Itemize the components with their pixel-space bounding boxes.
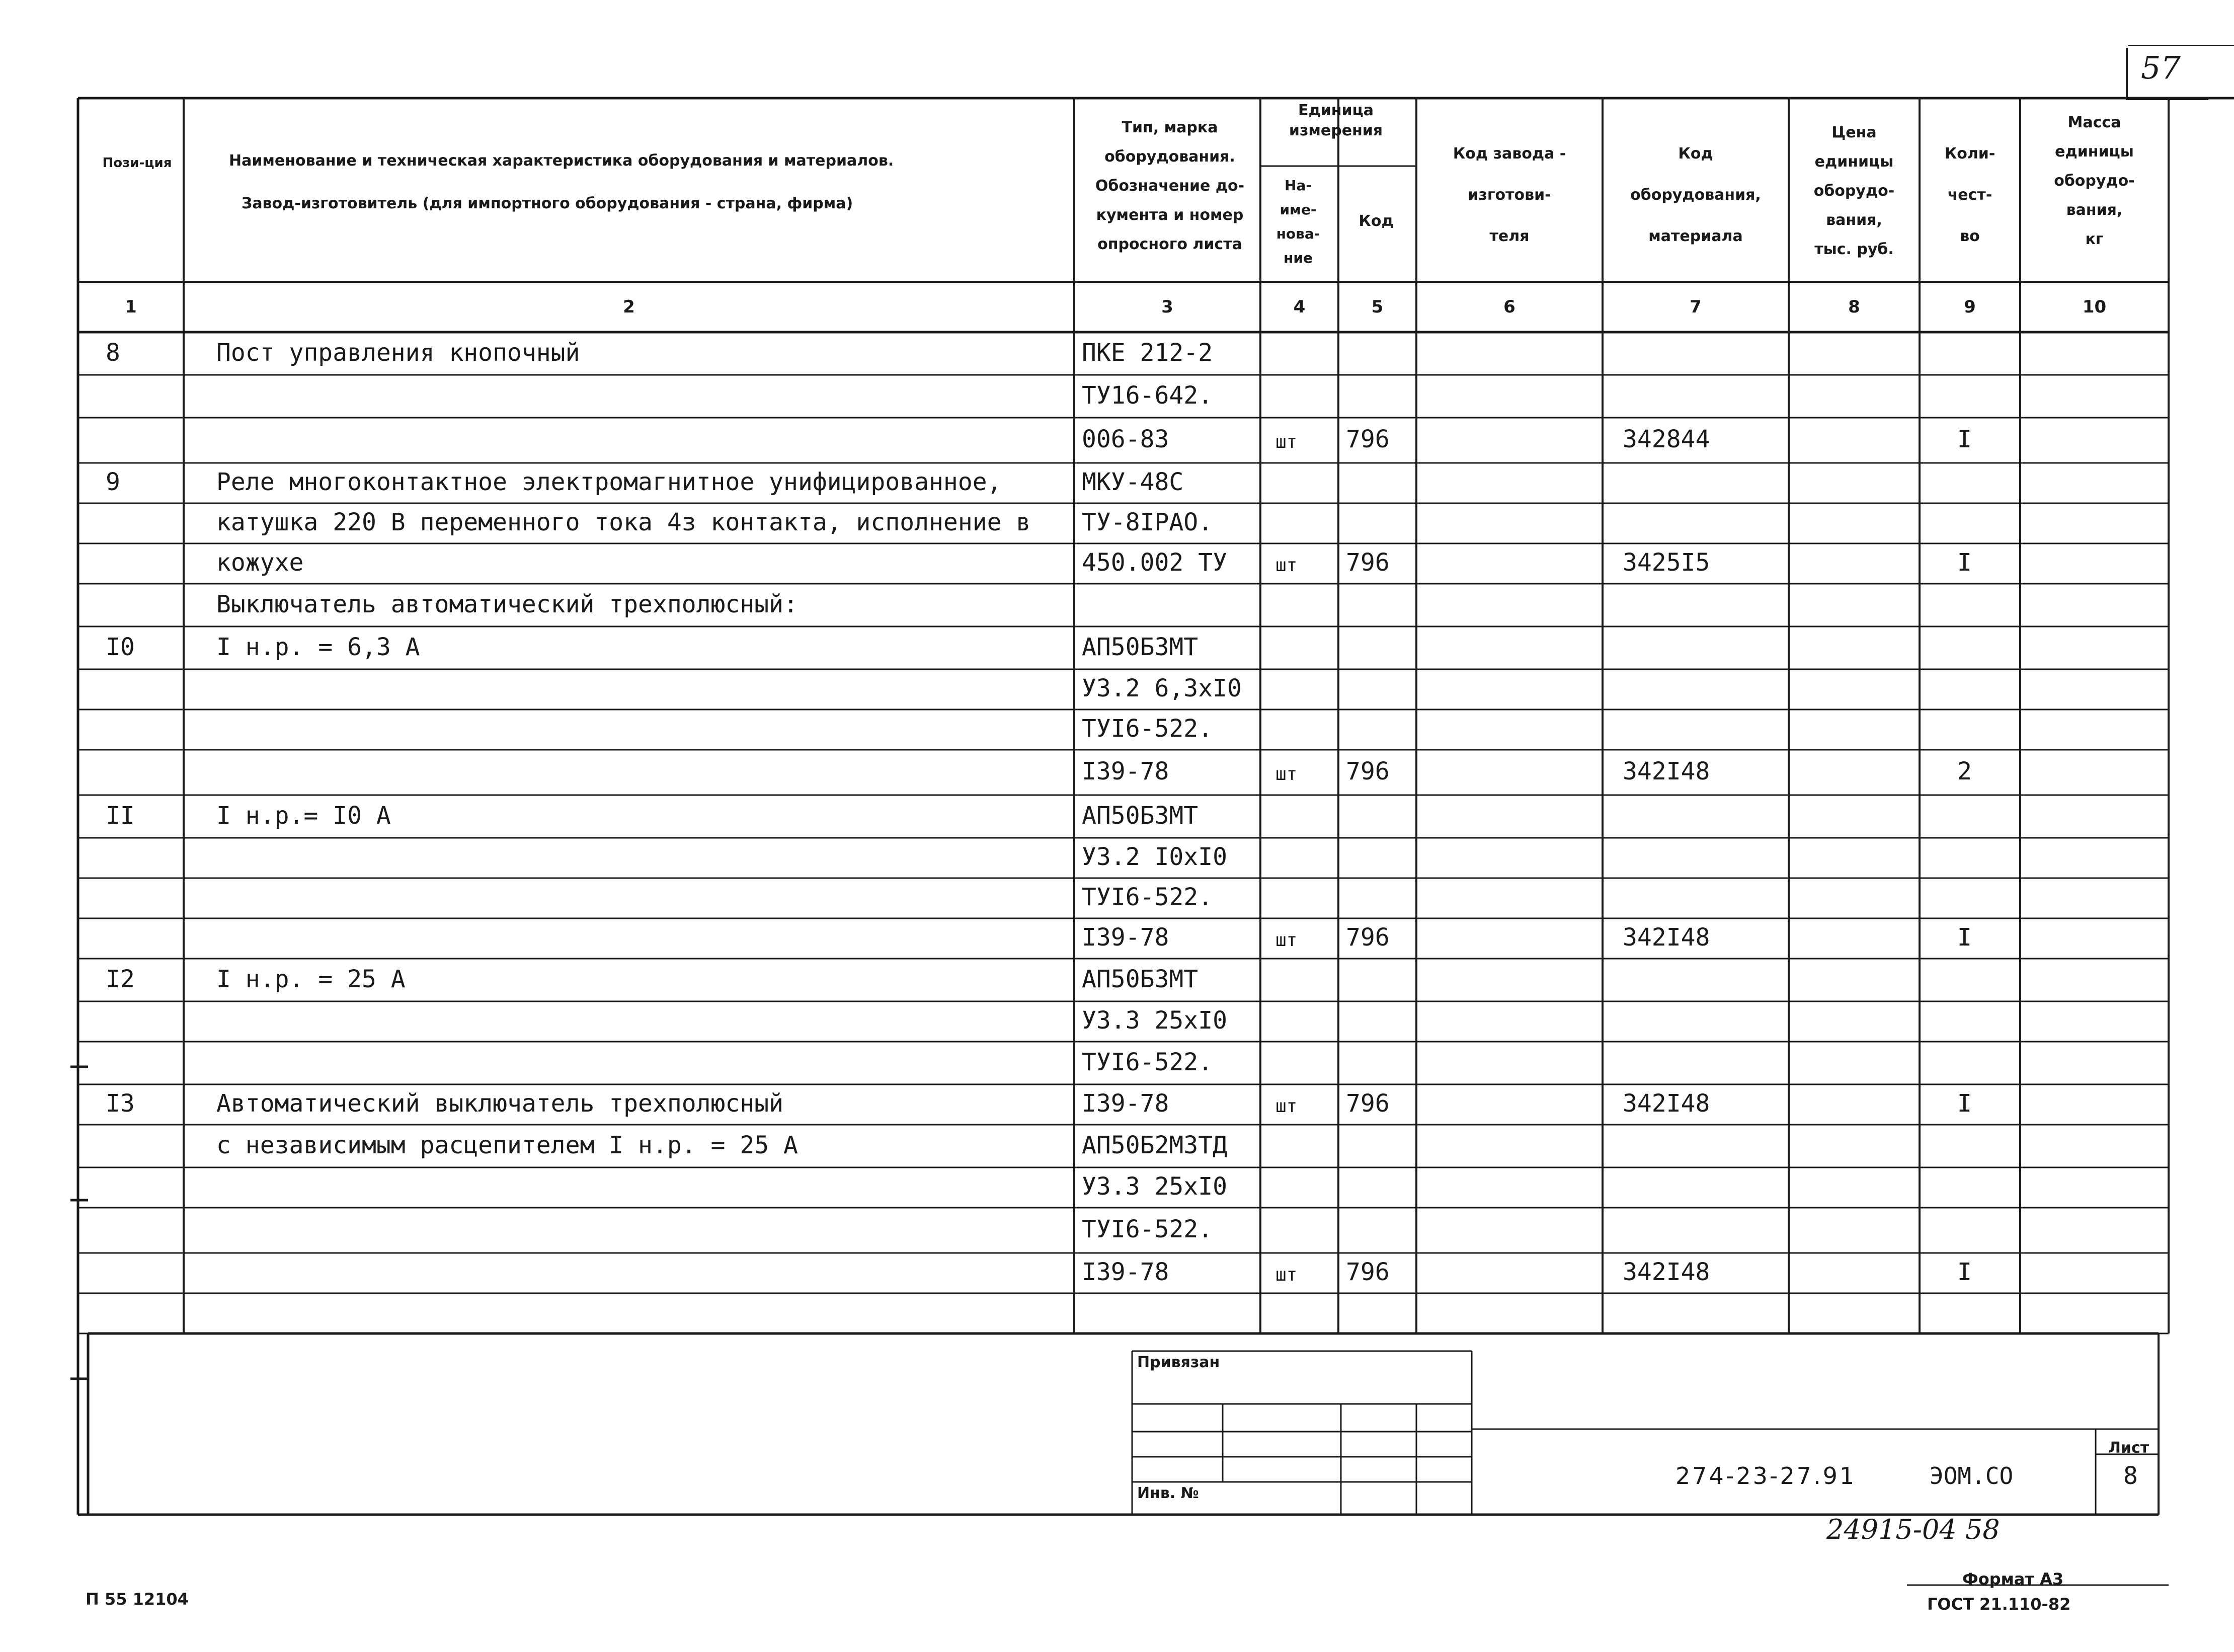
item-name: I н.р. = 25 А <box>216 965 406 993</box>
column-number: 6 <box>1503 297 1515 317</box>
header-line: кумента и номер <box>1096 206 1244 224</box>
header-quantity <box>1920 133 2020 257</box>
header-unit-name <box>1258 174 1338 270</box>
sheet-label: Лист <box>2108 1439 2149 1457</box>
header-line: ние <box>1284 250 1313 266</box>
type-mark: У3.2 6,3хI0 <box>1082 674 1242 702</box>
type-mark: АП50Б2М3ТД <box>1082 1131 1227 1159</box>
position-number: 8 <box>106 338 120 367</box>
type-mark: I39-78 <box>1082 1089 1169 1118</box>
stamp-inventory-label: Инв. № <box>1137 1484 1199 1502</box>
unit-code: 796 <box>1346 923 1390 952</box>
column-number: 9 <box>1964 297 1976 317</box>
type-mark: АП50Б3МТ <box>1082 965 1199 993</box>
unit-code: 796 <box>1346 757 1390 785</box>
position-number: I3 <box>106 1089 135 1118</box>
header-line: оборудования. <box>1104 148 1235 166</box>
header-name-line1: Наименование и техническая характеристика оборудования и материалов. <box>229 152 894 170</box>
type-mark: ТУ16-642. <box>1082 381 1213 410</box>
document-code: 274-23-27.91 <box>1676 1462 1857 1489</box>
header-line: оборудо- <box>2054 172 2135 190</box>
item-name: Автоматический выключатель трехполюсный <box>216 1089 784 1118</box>
equipment-code: 342I48 <box>1623 757 1710 785</box>
stamp-bound-label: Привязан <box>1137 1354 1220 1371</box>
form-code: П 55 12104 <box>86 1590 189 1609</box>
quantity: I <box>1957 1089 1972 1118</box>
type-mark: I39-78 <box>1082 1258 1169 1286</box>
type-mark: ТУI6-522. <box>1082 715 1213 743</box>
header-unit-price <box>1789 118 1920 264</box>
quantity: I <box>1957 923 1972 952</box>
unit-name: шт <box>1275 555 1298 576</box>
header-line: Код завода - <box>1453 145 1566 163</box>
type-mark: У3.2 I0хI0 <box>1082 843 1227 871</box>
type-mark: АП50Б3МТ <box>1082 801 1199 830</box>
equipment-code: 342I48 <box>1623 1258 1710 1286</box>
header-line: оборудования, <box>1630 186 1761 204</box>
unit-name: шт <box>1275 764 1298 784</box>
header-line: нова- <box>1276 225 1320 242</box>
column-number: 7 <box>1690 297 1702 317</box>
document-suffix: ЭОМ.СО <box>1930 1462 2014 1489</box>
header-line: измерения <box>1289 122 1383 139</box>
header-unit-mass <box>2020 108 2169 254</box>
position-number: I0 <box>106 633 135 661</box>
unit-name: шт <box>1275 432 1298 452</box>
column-number: 4 <box>1293 297 1306 317</box>
header-line: чест- <box>1947 186 1992 204</box>
quantity: 2 <box>1957 757 1972 785</box>
header-manufacturer-code <box>1416 133 1603 257</box>
unit-name: шт <box>1275 1096 1298 1117</box>
unit-code: 796 <box>1346 1089 1390 1118</box>
header-line: Масса <box>2067 114 2121 131</box>
unit-name: шт <box>1275 1265 1298 1285</box>
gost-label: ГОСТ 21.110-82 <box>1927 1595 2071 1614</box>
unit-name: шт <box>1275 930 1298 951</box>
header-line: Коли- <box>1944 145 1996 163</box>
position-number: 9 <box>106 468 120 496</box>
header-equipment-code <box>1603 133 1789 257</box>
item-name: Пост управления кнопочный <box>216 338 580 367</box>
type-mark: АП50Б3МТ <box>1082 633 1199 661</box>
type-mark: ТУ-8IРАО. <box>1082 508 1213 536</box>
column-number: 3 <box>1161 297 1173 317</box>
type-mark: ТУI6-522. <box>1082 1048 1213 1076</box>
quantity: I <box>1957 425 1972 453</box>
equipment-code: 342I48 <box>1623 923 1710 952</box>
header-line: опросного листа <box>1097 235 1242 253</box>
unit-code: 796 <box>1346 1258 1390 1286</box>
type-mark: ПКЕ 212-2 <box>1082 338 1213 367</box>
header-line: материала <box>1648 227 1743 245</box>
header-line: Тип, марка <box>1122 119 1218 136</box>
unit-code: 796 <box>1346 425 1390 453</box>
header-line: Обозначение до- <box>1095 177 1245 195</box>
item-name: Реле многоконтактное электромагнитное унифицированное, <box>216 468 1002 496</box>
quantity: I <box>1957 548 1972 577</box>
unit-code: 796 <box>1346 548 1390 577</box>
header-line: тыс. руб. <box>1814 241 1894 258</box>
position-number: II <box>106 801 135 830</box>
item-name: I н.р. = 6,3 А <box>216 633 420 661</box>
header-line: На- <box>1285 177 1312 194</box>
handwritten-number: 24915-04 58 <box>1826 1514 2000 1545</box>
format-label: Формат А3 <box>1962 1569 2064 1589</box>
header-position: Пози-ция <box>102 155 172 171</box>
type-mark: У3.3 25хI0 <box>1082 1006 1227 1035</box>
type-mark: 450.002 ТУ <box>1082 548 1227 577</box>
column-number: 1 <box>125 297 137 317</box>
equipment-code: 342I48 <box>1623 1089 1710 1118</box>
header-line: кг <box>2085 230 2104 248</box>
header-line: теля <box>1489 227 1530 245</box>
type-mark: 006-83 <box>1082 425 1169 453</box>
header-line: единицы <box>1814 153 1894 171</box>
header-line: вания, <box>2066 201 2123 219</box>
column-number: 2 <box>623 297 635 317</box>
column-number: 8 <box>1848 297 1860 317</box>
header-name-line2: Завод-изготовитель (для импортного оборудования - страна, фирма) <box>242 195 853 212</box>
sheet-number: 8 <box>2123 1462 2138 1490</box>
header-line: Единица <box>1298 102 1374 119</box>
type-mark: I39-78 <box>1082 923 1169 952</box>
header-line: оборудо- <box>1813 182 1895 200</box>
type-mark: ТУI6-522. <box>1082 883 1213 911</box>
header-line: Код <box>1678 145 1713 163</box>
column-number: 5 <box>1371 297 1384 317</box>
column-number: 10 <box>2082 297 2107 317</box>
header-line: во <box>1960 227 1980 245</box>
header-unit-code: Код <box>1359 212 1394 230</box>
quantity: I <box>1957 1258 1972 1286</box>
header-line: изготови- <box>1468 186 1551 204</box>
equipment-code: 3425I5 <box>1623 548 1710 577</box>
header-unit-group <box>1258 101 1414 141</box>
type-mark: ТУI6-522. <box>1082 1215 1213 1243</box>
position-number: I2 <box>106 965 135 993</box>
header-type-mark <box>1077 113 1263 259</box>
item-name: кожухе <box>216 548 304 577</box>
item-name: с независимым расцепителем I н.р. = 25 А <box>216 1131 798 1159</box>
header-line: вания, <box>1826 211 1882 229</box>
item-name: I н.р.= I0 А <box>216 801 391 830</box>
type-mark: МКУ-48С <box>1082 468 1184 496</box>
type-mark: I39-78 <box>1082 757 1169 785</box>
item-name: катушка 220 В переменного тока 4з контакта, исполнение в <box>216 508 1031 536</box>
item-name: Выключатель автоматический трехполюсный: <box>216 590 798 618</box>
page-number: 57 <box>2141 49 2181 86</box>
type-mark: У3.3 25хI0 <box>1082 1172 1227 1201</box>
equipment-code: 342844 <box>1623 425 1710 453</box>
header-line: единицы <box>2055 143 2134 161</box>
header-line: име- <box>1280 201 1317 218</box>
header-line: Цена <box>1831 124 1877 141</box>
